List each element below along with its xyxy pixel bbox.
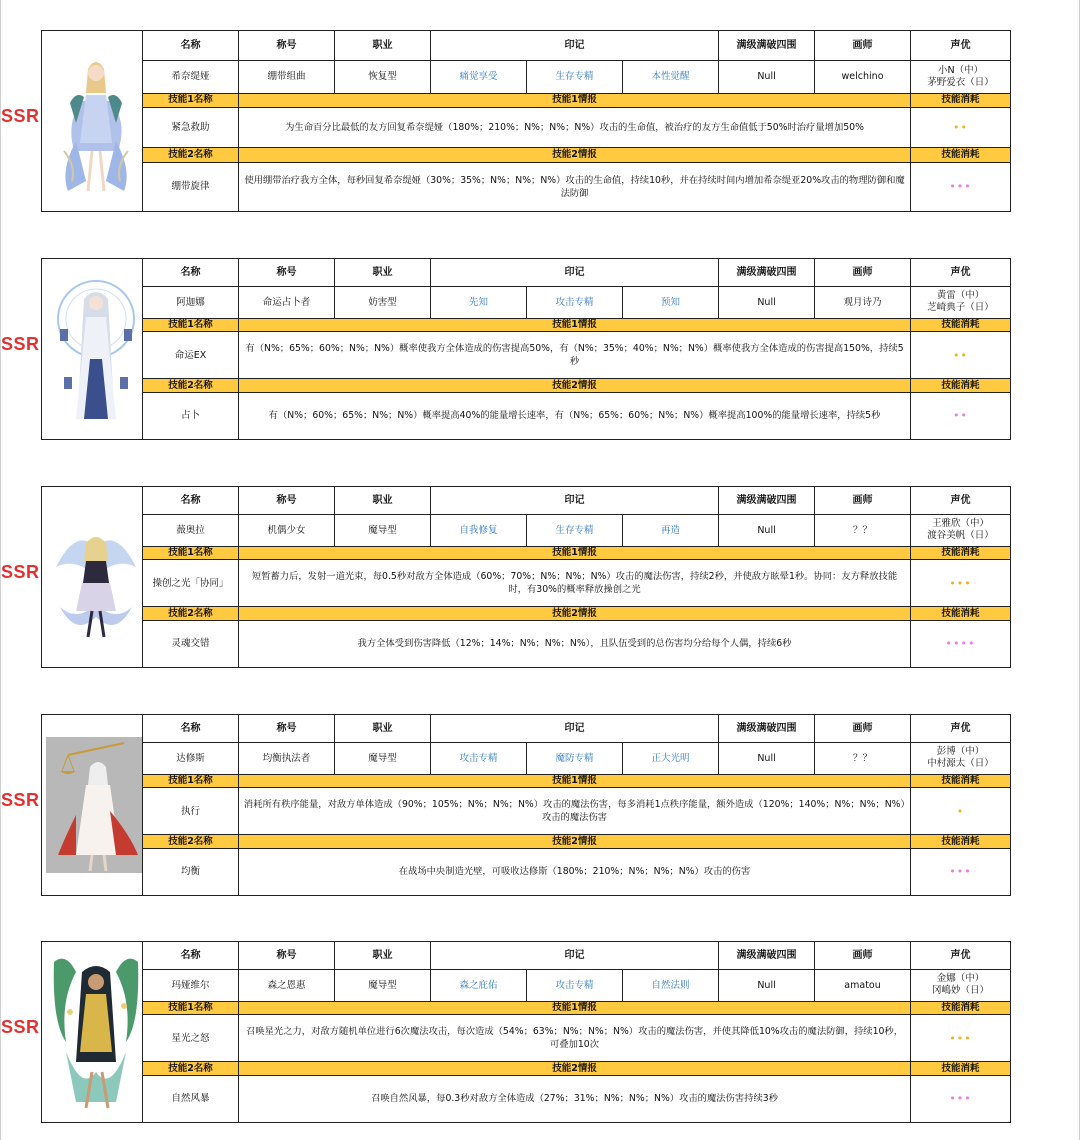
mark-link[interactable]: 魔防专精: [527, 743, 623, 774]
character-title: 森之恩惠: [239, 970, 335, 1001]
skill1-cost-header: 技能消耗: [911, 774, 1011, 788]
mark-link[interactable]: 生存专精: [527, 60, 623, 93]
skill1-name-header: 技能1名称: [143, 318, 239, 332]
skill1-info-header: 技能1情报: [239, 774, 911, 788]
header-stats: 满级满破四围: [719, 942, 815, 970]
skill2-cost: •••: [911, 1075, 1011, 1122]
header-cv: 声优: [911, 487, 1011, 515]
skill1-cost-header: 技能消耗: [911, 1001, 1011, 1015]
character-stats: Null: [719, 60, 815, 93]
character-name: 薇奥拉: [143, 515, 239, 546]
skill2-name-header: 技能2名称: [143, 835, 239, 849]
mark-link[interactable]: 预知: [623, 287, 719, 318]
mark-link[interactable]: 攻击专精: [527, 970, 623, 1001]
cv-jp: 芝崎典子（日）: [927, 302, 994, 314]
cv-jp: 渡谷美帆（日）: [927, 530, 994, 542]
cv-jp: 冈嶋妙（日）: [932, 985, 990, 997]
rarity-label: SSR: [1, 106, 40, 126]
skill1-name: 星光之怒: [143, 1015, 239, 1062]
header-title: 称号: [239, 942, 335, 970]
cv-jp: 茅野爱衣（日）: [927, 76, 994, 88]
skill1-cost: •••: [911, 1015, 1011, 1062]
skill1-cost-header: 技能消耗: [911, 318, 1011, 332]
header-mark: 印记: [431, 715, 719, 743]
skill2-desc: 有（N%；60%；65%；N%；N%）概率提高40%的能量增长速率，有（N%；65%；60%；N%；N%）概率提高100%的能量增长速率，持续5秒: [239, 392, 911, 439]
header-job: 职业: [335, 259, 431, 287]
skill2-desc: 在战场中央制造光壁，可吸收达修斯（180%；210%；N%；N%；N%）攻击的伤害: [239, 848, 911, 895]
mark-link[interactable]: 森之庇佑: [431, 970, 527, 1001]
skill1-cost: ••: [911, 107, 1011, 148]
character-portrait: [42, 715, 143, 896]
header-cv: 声优: [911, 259, 1011, 287]
skill2-cost: •••: [911, 848, 1011, 895]
skill1-info-header: 技能1情报: [239, 1001, 911, 1015]
character-cv: [911, 60, 1011, 93]
mark-link[interactable]: 本性觉醒: [623, 60, 719, 93]
skill1-info-header: 技能1情报: [239, 318, 911, 332]
character-artist: welchino: [815, 60, 911, 93]
skill2-cost: ••••: [911, 620, 1011, 667]
header-artist: 画师: [815, 487, 911, 515]
character-stats: Null: [719, 970, 815, 1001]
character-artist: ？？: [815, 743, 911, 774]
portrait-forest-mage-icon: [46, 942, 143, 1122]
portrait-blue-dress-girl-icon: [46, 31, 143, 211]
character-artist: ？？: [815, 515, 911, 546]
character-job: 妨害型: [335, 287, 431, 318]
skill2-cost-header: 技能消耗: [911, 1062, 1011, 1076]
portrait-silver-hair-seer-icon: [46, 259, 143, 439]
skill1-name-header: 技能1名称: [143, 774, 239, 788]
skill2-cost: •••: [911, 162, 1011, 211]
character-job: 恢复型: [335, 60, 431, 93]
header-stats: 满级满破四围: [719, 487, 815, 515]
mark-link[interactable]: 痛觉享受: [431, 60, 527, 93]
cv-cn: 王雅欣（中）: [932, 518, 990, 530]
header-mark: 印记: [431, 31, 719, 61]
character-table: [41, 714, 1011, 896]
skill2-desc: 我方全体受到伤害降低（12%；14%；N%；N%；N%），且队伍受到的总伤害均分给每个人偶，持续6秒: [239, 620, 911, 667]
skill2-cost-header: 技能消耗: [911, 835, 1011, 849]
character-card: [1, 258, 1010, 440]
character-table: [41, 941, 1011, 1123]
skill2-info-header: 技能2情报: [239, 835, 911, 849]
character-cv: [911, 970, 1011, 1001]
header-name: 名称: [143, 259, 239, 287]
skill2-name-header: 技能2名称: [143, 379, 239, 393]
skill1-info-header: 技能1情报: [239, 546, 911, 560]
character-cv: [911, 743, 1011, 774]
skill1-cost: ••: [911, 332, 1011, 379]
header-mark: 印记: [431, 259, 719, 287]
rarity-label: SSR: [1, 1017, 40, 1037]
skill2-desc: 使用绷带治疗我方全体，每秒回复希奈缇娅（30%；35%；N%；N%；N%）攻击的生命值，持续10秒，并在持续时间内增加希奈缇亚20%攻击的物理防御和魔法防御: [239, 162, 911, 211]
character-artist: amatou: [815, 970, 911, 1001]
skill1-cost: •••: [911, 560, 1011, 607]
portrait-puppet-girl-icon: [46, 487, 143, 667]
skill2-name-header: 技能2名称: [143, 1062, 239, 1076]
character-portrait: [42, 487, 143, 668]
header-title: 称号: [239, 487, 335, 515]
mark-link[interactable]: 自然法则: [623, 970, 719, 1001]
header-title: 称号: [239, 715, 335, 743]
skill2-info-header: 技能2情报: [239, 607, 911, 621]
character-name: 希奈缇娅: [143, 60, 239, 93]
skill2-info-header: 技能2情报: [239, 379, 911, 393]
character-job: 魔导型: [335, 970, 431, 1001]
skill1-name: 紧急救助: [143, 107, 239, 148]
skill2-name-header: 技能2名称: [143, 148, 239, 162]
header-mark: 印记: [431, 942, 719, 970]
character-stats: Null: [719, 287, 815, 318]
skill1-cost-header: 技能消耗: [911, 93, 1011, 107]
skill2-cost-header: 技能消耗: [911, 148, 1011, 162]
rarity-label: SSR: [1, 562, 40, 582]
header-artist: 画师: [815, 259, 911, 287]
skill2-cost: ••: [911, 392, 1011, 439]
mark-link[interactable]: 自我修复: [431, 515, 527, 546]
skill1-name: 执行: [143, 788, 239, 835]
header-job: 职业: [335, 487, 431, 515]
skill2-name: 自然风暴: [143, 1075, 239, 1122]
skill1-desc: 为生命百分比最低的友方回复希奈缇娅（180%；210%；N%；N%；N%）攻击的生命值，被治疗的友方生命值低于50%时治疗量增加50%: [239, 107, 911, 148]
mark-link[interactable]: 再造: [623, 515, 719, 546]
character-title: 命运占卜者: [239, 287, 335, 318]
header-cv: 声优: [911, 715, 1011, 743]
skill2-cost-header: 技能消耗: [911, 379, 1011, 393]
header-stats: 满级满破四围: [719, 31, 815, 61]
skill1-cost-header: 技能消耗: [911, 546, 1011, 560]
character-portrait: [42, 942, 143, 1123]
cv-cn: 黄雷（中）: [936, 290, 985, 302]
character-card: [1, 941, 1010, 1123]
header-title: 称号: [239, 259, 335, 287]
character-name: 阿迦娜: [143, 287, 239, 318]
character-cv: [911, 515, 1011, 546]
skill2-info-header: 技能2情报: [239, 148, 911, 162]
cv-jp: 中村源太（日）: [927, 758, 994, 770]
header-job: 职业: [335, 942, 431, 970]
character-table: [41, 486, 1011, 668]
character-card: [1, 486, 1010, 668]
header-artist: 画师: [815, 31, 911, 61]
character-name: 玛娅维尔: [143, 970, 239, 1001]
character-cv: [911, 287, 1011, 318]
character-portrait: [42, 259, 143, 440]
header-artist: 画师: [815, 942, 911, 970]
cv-cn: 小N（中）: [937, 64, 984, 76]
character-table: [41, 258, 1011, 440]
mark-link[interactable]: 攻击专精: [431, 743, 527, 774]
header-name: 名称: [143, 715, 239, 743]
mark-link[interactable]: 生存专精: [527, 515, 623, 546]
skill1-desc: 召唤星光之力，对敌方随机单位进行6次魔法攻击，每次造成（54%；63%；N%；N%；N%）攻击的魔法伤害，并使其降低10%攻击的魔法防御，持续10秒，可叠加10次: [239, 1015, 911, 1062]
header-name: 名称: [143, 942, 239, 970]
header-mark: 印记: [431, 487, 719, 515]
skill1-name: 操创之光「协同」: [143, 560, 239, 607]
character-artist: 观月诗乃: [815, 287, 911, 318]
character-title: 绷带组曲: [239, 60, 335, 93]
skill1-desc: 消耗所有秩序能量，对敌方单体造成（90%；105%；N%；N%；N%）攻击的魔法伤害，每多消耗1点秩序能量，额外造成（120%；140%；N%；N%；N%）攻击的魔法伤害: [239, 788, 911, 835]
skill1-cost: •: [911, 788, 1011, 835]
cv-cn: 金娜（中）: [936, 973, 985, 985]
character-card: [1, 30, 1010, 212]
character-title: 机偶少女: [239, 515, 335, 546]
header-cv: 声优: [911, 942, 1011, 970]
header-cv: 声优: [911, 31, 1011, 61]
skill2-name-header: 技能2名称: [143, 607, 239, 621]
skill1-info-header: 技能1情报: [239, 93, 911, 107]
skill1-name-header: 技能1名称: [143, 93, 239, 107]
skill2-desc: 召唤自然风暴，每0.3秒对敌方全体造成（27%；31%；N%；N%；N%）攻击的魔法伤害持续3秒: [239, 1075, 911, 1122]
header-stats: 满级满破四围: [719, 715, 815, 743]
skill2-name: 均衡: [143, 848, 239, 895]
skill2-info-header: 技能2情报: [239, 1062, 911, 1076]
character-title: 均衡执法者: [239, 743, 335, 774]
character-table: [41, 30, 1011, 212]
header-name: 名称: [143, 31, 239, 61]
character-job: 魔导型: [335, 515, 431, 546]
skill2-name: 灵魂交错: [143, 620, 239, 667]
skill1-desc: 短暂蓄力后，发射一道光束，每0.5秒对敌方全体造成（60%；70%；N%；N%；N%）攻击的魔法伤害，持续2秒，并使敌方眩晕1秒。协同：友方释放技能时，有30%的概率释放操创之光: [239, 560, 911, 607]
character-stats: Null: [719, 515, 815, 546]
character-name: 达修斯: [143, 743, 239, 774]
cv-cn: 彭博（中）: [936, 746, 985, 758]
skill1-desc: 有（N%；65%；60%；N%；N%）概率使我方全体造成的伤害提高50%，有（N%；35%；40%；N%；N%）概率使我方全体造成的伤害提高150%，持续5秒: [239, 332, 911, 379]
mark-link[interactable]: 攻击专精: [527, 287, 623, 318]
character-portrait: [42, 31, 143, 212]
skill2-name: 绷带旋律: [143, 162, 239, 211]
rarity-label: SSR: [1, 334, 40, 354]
header-name: 名称: [143, 487, 239, 515]
header-job: 职业: [335, 31, 431, 61]
skill1-name: 命运EX: [143, 332, 239, 379]
skill2-name: 占卜: [143, 392, 239, 439]
mark-link[interactable]: 先知: [431, 287, 527, 318]
character-card: [1, 714, 1010, 896]
character-stats: Null: [719, 743, 815, 774]
header-title: 称号: [239, 31, 335, 61]
character-job: 魔导型: [335, 743, 431, 774]
mark-link[interactable]: 正大光明: [623, 743, 719, 774]
header-artist: 画师: [815, 715, 911, 743]
header-job: 职业: [335, 715, 431, 743]
header-stats: 满级满破四围: [719, 259, 815, 287]
skill1-name-header: 技能1名称: [143, 1001, 239, 1015]
skill2-cost-header: 技能消耗: [911, 607, 1011, 621]
portrait-balance-judge-icon: [46, 715, 143, 895]
skill1-name-header: 技能1名称: [143, 546, 239, 560]
rarity-label: SSR: [1, 790, 40, 810]
